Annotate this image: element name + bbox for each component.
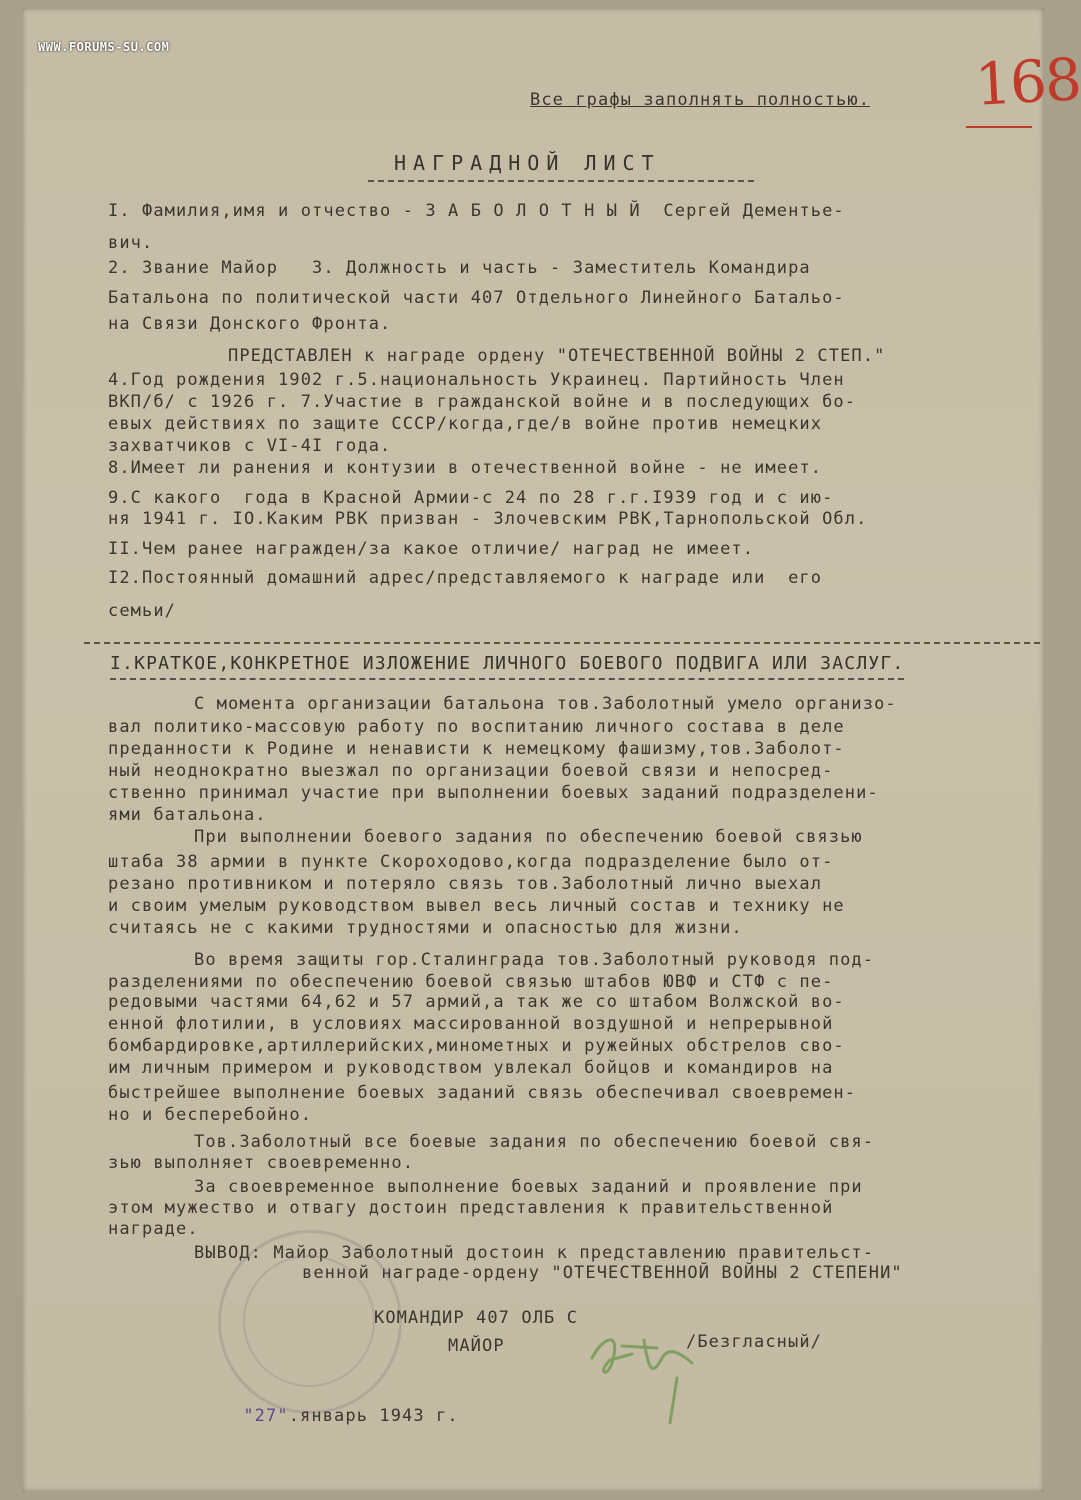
body-line: считаясь не с какими трудностями и опасностью для жизни.	[108, 918, 743, 938]
date-day: "27"	[243, 1406, 289, 1426]
form-line-address-cont: семьи/	[108, 601, 177, 621]
form-line-combat-cont: захватчиков с VI-4I года.	[108, 436, 392, 456]
award-sheet	[22, 8, 1081, 1492]
form-line-party: ВКП/б/ с 1926 г. 7.Участие в гражданской войне и в последующих бо-	[108, 392, 857, 412]
form-line-address: I2.Постоянный домашний адрес/представляемого к награде или его	[108, 568, 823, 588]
body-line: бомбардировке,артиллерийских,минометных и ружейных обстрелов сво-	[108, 1036, 845, 1056]
body-line: зью выполняет своевременно.	[108, 1153, 415, 1173]
conclusion-line: ВЫВОД: Майор Заболотный достоин к представлению правительст-	[194, 1243, 875, 1263]
body-line: награде.	[108, 1219, 199, 1239]
body-line: С момента организации батальона тов.Заболотный умело организо-	[194, 694, 897, 714]
date-month-year: .январь 1943 г.	[288, 1406, 459, 1426]
body-line: ями батальона.	[108, 805, 267, 825]
form-line-birth: 4.Год рождения 1902 г.5.национальность Украинец. Партийность Член	[108, 370, 845, 390]
body-line: разделениями по обеспечению боевой связью штабов ЮВФ и СТФ с пе-	[108, 972, 834, 992]
conclusion-line: венной награде-ордену "ОТЕЧЕСТВЕННОЙ ВОЙНЫ 2 СТЕПЕНИ"	[302, 1263, 903, 1283]
body-line: ственно принимал участие при выполнении боевых заданий подразделени-	[108, 783, 879, 803]
date-line	[198, 1386, 459, 1446]
form-line-rank-position: 2. Звание Майор 3. Должность и часть - Заместитель Командира	[108, 258, 811, 278]
commander-title: КОМАНДИР 407 ОЛБ С	[374, 1308, 579, 1328]
title-underline	[368, 180, 754, 182]
archive-number-underline	[966, 126, 1032, 128]
body-line: преданности к Родине и ненависти к немецкому фашизму,тов.Заболот-	[108, 739, 845, 759]
body-line: штаба 38 армии в пункте Скороходово,когда подразделение было от-	[108, 852, 834, 872]
body-line: Во время защиты гор.Сталинграда тов.Заболотный руководя под-	[194, 950, 875, 970]
redacted-address	[218, 594, 1026, 642]
page-title: НАГРАДНОЙ ЛИСТ	[394, 151, 661, 175]
form-line-combat: евых действиях по защите СССР/когда,где/в войне против немецких	[108, 414, 823, 434]
body-line: быстрейшее выполнение боевых заданий связь обеспечивал своевремен-	[108, 1083, 857, 1103]
instruction-note: Все графы заполнять полностью.	[530, 90, 871, 110]
body-line: ный неоднократно выезжал по организации боевой связи и непосред-	[108, 761, 834, 781]
commander-name: /Безгласный/	[686, 1332, 823, 1352]
form-line-name: I. Фамилия,имя и отчество - З А Б О Л О Т Н Ы Й Сергей Дементье-	[108, 201, 845, 221]
body-line: енной флотилии, в условиях массированной воздушной и непрерывной	[108, 1014, 834, 1034]
body-line: но и бесперебойно.	[108, 1105, 313, 1125]
form-line-unit-cont: на Связи Донского Фронта.	[108, 314, 392, 334]
form-line-service: 9.С какого года в Красной Армии-с 24 по 28 г.г.I939 год и с ию-	[108, 488, 834, 508]
body-line: им личным примером и руководством увлекал бойцов и командиров на	[108, 1058, 834, 1078]
form-line-awards: II.Чем ранее награжден/за какое отличие/ наград не имеет.	[108, 539, 755, 559]
body-line: и своим умелым руководством вывел весь личный состав и технику не	[108, 896, 845, 916]
handwritten-signature	[582, 1318, 722, 1428]
body-line: Тов.Заболотный все боевые задания по обеспечению боевой свя-	[194, 1132, 875, 1152]
body-line: этом мужество и отвагу достоин представления к правительственной	[108, 1198, 834, 1218]
form-line-conscription: ня 1941 г. IO.Каким РВК призван - Злочевским РВК,Тарнопольской Обл.	[108, 509, 868, 529]
section-heading: I.КРАТКОЕ,КОНКРЕТНОЕ ИЗЛОЖЕНИЕ ЛИЧНОГО БОЕВОГО ПОДВИГА ИЛИ ЗАСЛУГ.	[110, 653, 904, 680]
form-line-nomination: ПРЕДСТАВЛЕН к награде ордену "ОТЕЧЕСТВЕННОЙ ВОЙНЫ 2 СТЕП."	[228, 346, 886, 366]
body-line: За своевременное выполнение боевых заданий и проявление при	[194, 1177, 863, 1197]
body-line: вал политико-массовую работу по воспитанию личного состава в деле	[108, 717, 845, 737]
body-line: резано противником и потеряло связь тов.Заболотный лично выехал	[108, 874, 823, 894]
form-line-unit: Батальона по политической части 407 Отдельного Линейного Батальо-	[108, 288, 845, 308]
body-line: редовыми частями 64,62 и 57 армий,а так же со штабом Волжской во-	[108, 992, 845, 1012]
archive-page-number: 168	[973, 45, 1081, 119]
form-line-wounds: 8.Имеет ли ранения и контузии в отечественной войне - не имеет.	[108, 458, 823, 478]
body-line: При выполнении боевого задания по обеспечению боевой связью	[194, 827, 863, 847]
commander-rank: МАЙОР	[448, 1336, 505, 1356]
site-watermark: WWW.FORUMS-SU.COM	[38, 40, 170, 54]
section-divider	[84, 642, 1040, 644]
form-line-name-cont: вич.	[108, 233, 154, 253]
